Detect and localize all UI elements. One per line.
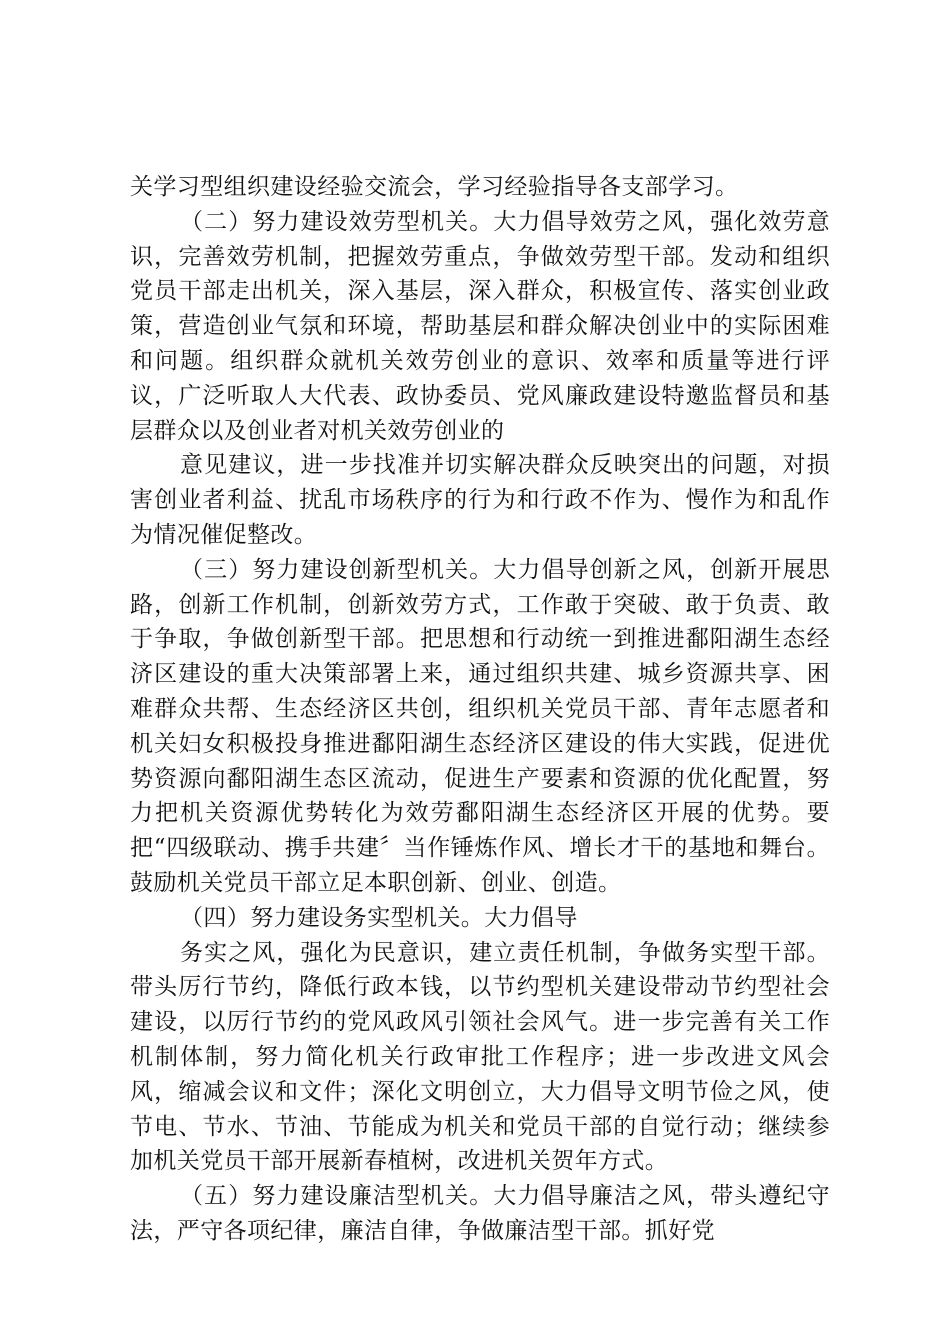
paragraph-section-five: （五）努力建设廉洁型机关。大力倡导廉洁之风，带头遵纪守法，严守各项纪律，廉洁自律，争做廉洁型干部。抓好党 <box>130 1183 830 1244</box>
document-body <box>130 170 830 1249</box>
paragraph-section-four-heading: （四）努力建设务实型机关。大力倡导 <box>180 904 578 931</box>
paragraph-continuation: 关学习型组织建设经验交流会，学习经验指导各支部学习。 <box>130 174 739 200</box>
paragraph-section-three: （三）努力建设创新型机关。大力倡导创新之风，创新开展思路，创新工作机制，创新效劳方式，工作敢于突破、敢于负责、敢于争取，争做创新型干部。把思想和行动统一到推进鄱阳湖生态经济区建设的重大决策部署上来，通过组织共建、城乡资源共享、困难群众共帮、生态经济区共创，组织机关党员干部、青年志愿者和机关妇女积极投身推进鄱阳湖生态经济区建设的伟大实践，促进优势资源向鄱阳湖生态区流动，促进生产要素和资源的优化配置，努力把机关资源优势转化为效劳鄱阳湖生态经济区开展的优势。要把“四级联动、携手共建〞当作锤炼作风、增长才干的基地和舞台。鼓励机关党员干部立足本职创新、创业、创造。 <box>130 556 830 896</box>
paragraph-section-four: 务实之风，强化为民意识，建立责任机制，争做务实型干部。带头厉行节约，降低行政本钱，以节约型机关建设带动节约型社会建设，以厉行节约的党风政风引领社会风气。进一步完善有关工作机制体制，努力简化机关行政审批工作程序；进一步改进文风会风，缩减会议和文件；深化文明创立，大力倡导文明节俭之风，使节电、节水、节油、节能成为机关和党员干部的自觉行动；继续参加机关党员干部开展新春植树，改进机关贺年方式。 <box>130 939 830 1175</box>
paragraph-section-two-cont: 意见建议，进一步找准并切实解决群众反映突出的问题，对损害创业者利益、扰乱市场秩序的行为和行政不作为、慢作为和乱作为情况催促整改。 <box>130 452 830 548</box>
paragraph-section-two: （二）努力建设效劳型机关。大力倡导效劳之风，强化效劳意识，完善效劳机制，把握效劳重点，争做效劳型干部。发动和组织党员干部走出机关，深入基层，深入群众，积极宣传、落实创业政策，营造创业气氛和环境，帮助基层和群众解决创业中的实际困难和问题。组织群众就机关效劳创业的意识、效率和质量等进行评议，广泛听取人大代表、政协委员、党风廉政建设特邀监督员和基层群众以及创业者对机关效劳创业的 <box>130 208 830 444</box>
